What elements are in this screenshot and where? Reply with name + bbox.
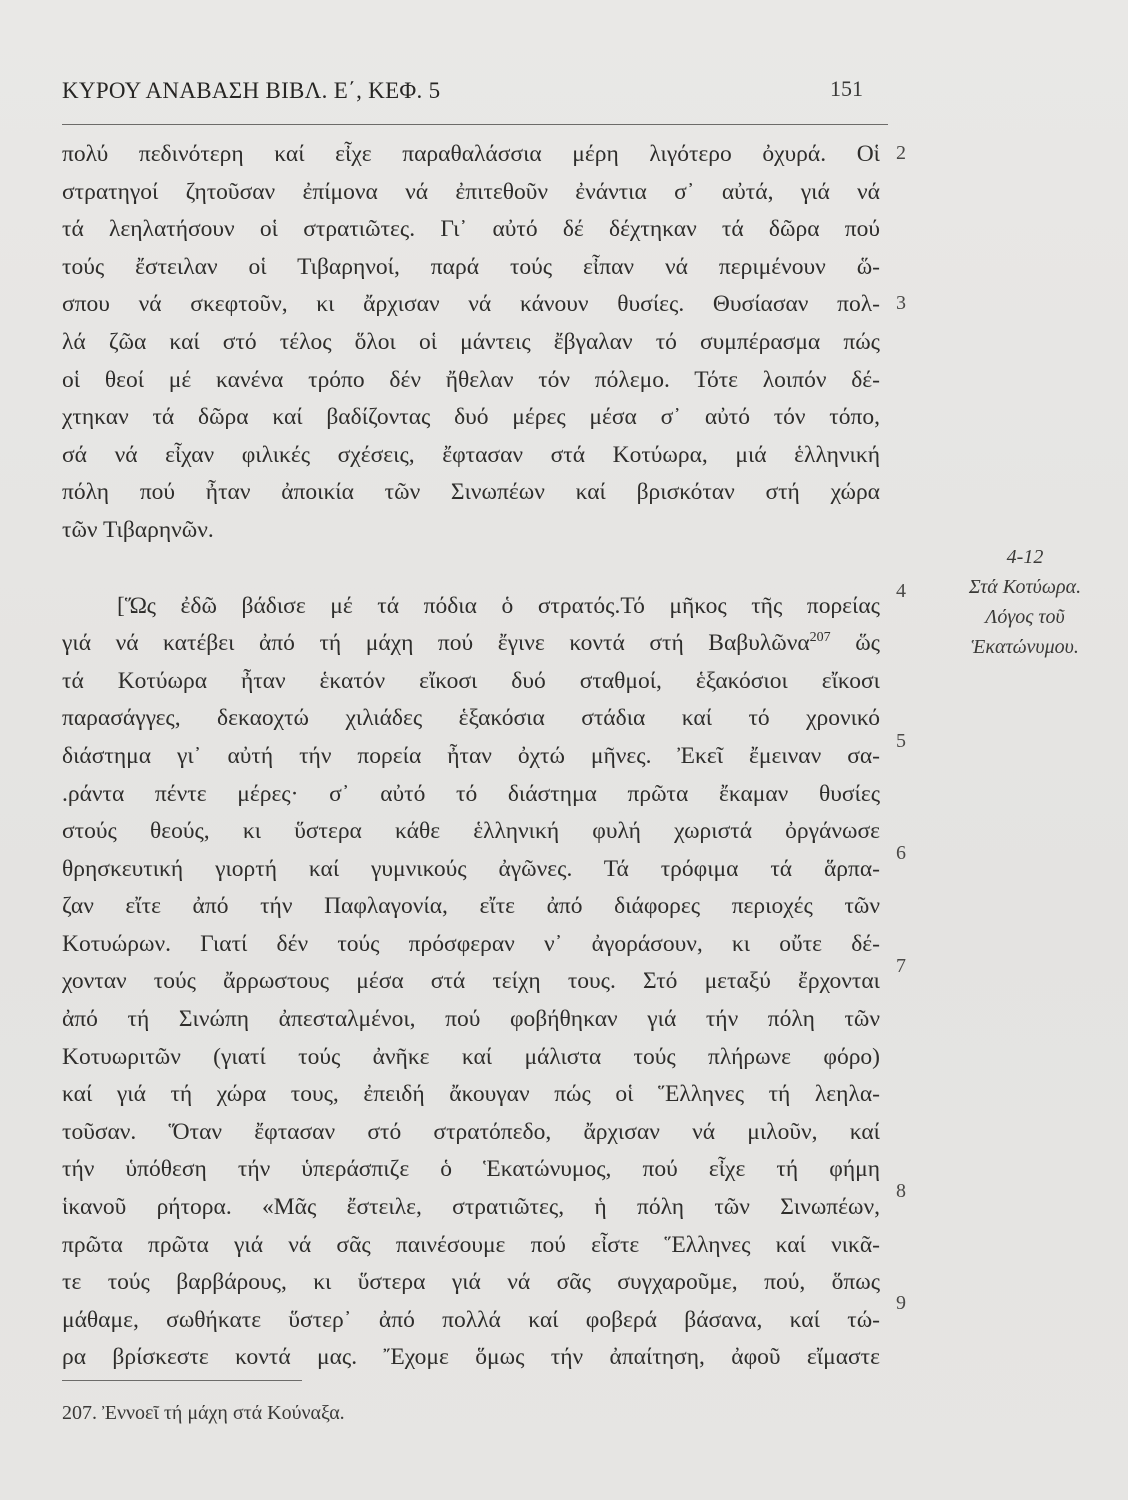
text-line: τούς ἔστειλαν οἱ Τιβαρηνοί, παρά τούς εἶπαν νά περιμένουν ὥ- [62, 253, 880, 280]
text-line: Κοτυώρων. Γιατί δέν τούς πρόσφεραν ν᾽ ἀγοράσουν, κι οὔτε δέ- [62, 930, 880, 957]
text-line: τήν ὑπόθεση τήν ὑπεράσπιζε ὁ Ἑκατώνυμος, πού εἶχε τή φήμη [62, 1156, 880, 1183]
text-line: πολύ πεδινότερη καί εἶχε παραθαλάσσια μέρη λιγότερο ὀχυρά. Οἱ [62, 141, 880, 167]
text-line: σπου νά σκεφτοῦν, κι ἄρχισαν νά κάνουν θυσίες. Θυσίασαν πολ- [62, 291, 880, 318]
text-line: οἱ θεοί μέ κανένα τρόπο δέν ἤθελαν τόν πόλεμο. Τότε λοιπόν δέ- [62, 366, 880, 393]
text-line: πρῶτα πρῶτα γιά νά σᾶς παινέσουμε πού εἶστε Ἕλληνες καί νικᾶ- [62, 1231, 880, 1258]
text-fragment: ὥς [830, 630, 880, 657]
section-number-2: 2 [896, 142, 906, 164]
sidenote-line: Ἑκατώνυμου. [971, 636, 1079, 658]
section-number-3: 3 [896, 292, 906, 314]
text-line: στρατηγοί ζητοῦσαν ἐπίμονα νά ἐπιτεθοῦν ἐνάντια σ᾽ αὐτά, γιά νά [62, 178, 880, 205]
text-line: τά λεηλατήσουν οἱ στρατιῶτες. Γι᾽ αὐτό δέ δέχτηκαν τά δῶρα πού [62, 216, 880, 243]
text-line: τε τούς βαρβάρους, κι ὕστερα γιά νά σᾶς συγχαροῦμε, πού, ὅπως [62, 1269, 880, 1296]
text-line: στούς θεούς, κι ὕστερα κάθε ἑλληνική φυλή χωριστά ὀργάνωσε [62, 818, 880, 845]
sidenote-line: Στά Κοτύωρα. [968, 576, 1082, 598]
text-line: ἀπό τή Σινώπη ἀπεσταλμένοι, πού φοβήθηκαν γιά τήν πόλη τῶν [62, 1006, 880, 1033]
footnote-rule [62, 1380, 302, 1381]
text-line [62, 625, 880, 663]
text-line: ἱκανοῦ ρήτορα. «Μᾶς ἔστειλε, στρατιῶτες, ἡ πόλη τῶν Σινωπέων, [62, 1194, 880, 1221]
section-number-9: 9 [896, 1292, 906, 1314]
text-line: διάστημα γι᾽ αὐτή τήν πορεία ἦταν ὀχτώ μῆνες. Ἐκεῖ ἔμειναν σα- [62, 742, 880, 769]
text-line: τῶν Τιβαρηνῶν. [62, 516, 214, 543]
footnote-reference: 207 [809, 630, 831, 646]
text-line: σά νά εἶχαν φιλικές σχέσεις, ἔφτασαν στά Κοτύωρα, μιά ἑλληνική [62, 441, 880, 468]
text-line: ρα βρίσκεστε κοντά μας. Ἔχομε ὅμως τήν ἀπαίτηση, ἀφοῦ εἴμαστε [62, 1344, 880, 1371]
text-fragment: γιά νά κατέβει ἀπό τή μάχη πού ἔγινε κοντά στή Βαβυλῶνα [62, 630, 810, 657]
text-line: τά Κοτύωρα ἦταν ἑκατόν εἴκοσι δυό σταθμοί, ἑξακόσιοι εἴκοσι [62, 667, 880, 694]
text-line: μάθαμε, σωθήκατε ὕστερ᾽ ἀπό πολλά καί φοβερά βάσανα, καί τώ- [62, 1306, 880, 1333]
sidenote-line: Λόγος τοῦ [985, 606, 1065, 628]
header-rule [62, 124, 888, 125]
footnote: 207. Ἐννοεῖ τή μάχη στά Κούναξα. [62, 1402, 345, 1424]
text-line: .ράντα πέντε μέρες· σ᾽ αὐτό τό διάστημα πρῶτα ἔκαμαν θυσίες [62, 780, 880, 807]
section-number-4: 4 [896, 580, 906, 602]
text-line: θρησκευτική γιορτή καί γυμνικούς ἀγῶνες. Τά τρόφιμα τά ἅρπα- [62, 855, 880, 882]
text-line: ζαν εἴτε ἀπό τήν Παφλαγονία, εἴτε ἀπό διάφορες περιοχές τῶν [62, 893, 880, 920]
text-line: Κοτυωριτῶν (γιατί τούς ἀνῆκε καί μάλιστα τούς πλήρωνε φόρο) [62, 1043, 880, 1070]
sidenote [930, 542, 1120, 662]
text-line: [Ὥς ἐδῶ βάδισε μέ τά πόδια ὁ στρατός.Τό μῆκος τῆς πορείας [117, 592, 880, 619]
text-line: τοῦσαν. Ὅταν ἔφτασαν στό στρατόπεδο, ἄρχισαν νά μιλοῦν, καί [62, 1118, 880, 1145]
section-number-6: 6 [896, 842, 906, 864]
sidenote-range: 4-12 [1006, 546, 1044, 568]
section-number-5: 5 [896, 730, 906, 752]
text-line: πόλη πού ἦταν ἀποικία τῶν Σινωπέων καί βρισκόταν στή χώρα [62, 479, 880, 506]
running-head: ΚΥΡΟΥ ΑΝΑΒΑΣΗ ΒΙΒΛ. Ε΄, ΚΕΦ. 5 [62, 78, 441, 103]
text-line: χτηκαν τά δῶρα καί βαδίζοντας δυό μέρες μέσα σ᾽ αὐτό τόν τόπο, [62, 404, 880, 431]
text-line: λά ζῶα καί στό τέλος ὅλοι οἱ μάντεις ἔβγαλαν τό συμπέρασμα πώς [62, 328, 880, 355]
main-text [62, 136, 880, 1377]
text-line: χονταν τούς ἄρρωστους μέσα στά τείχη τους. Στό μεταξύ ἔρχονται [62, 968, 880, 995]
section-number-7: 7 [896, 955, 906, 977]
page-number: 151 [830, 76, 863, 101]
text-line: καί γιά τή χώρα τους, ἐπειδή ἄκουγαν πώς οἱ Ἕλληνες τή λεηλα- [62, 1081, 880, 1108]
section-number-8: 8 [896, 1180, 906, 1202]
text-line: παρασάγγες, δεκαοχτώ χιλιάδες ἑξακόσια στάδια καί τό χρονικό [62, 705, 880, 732]
